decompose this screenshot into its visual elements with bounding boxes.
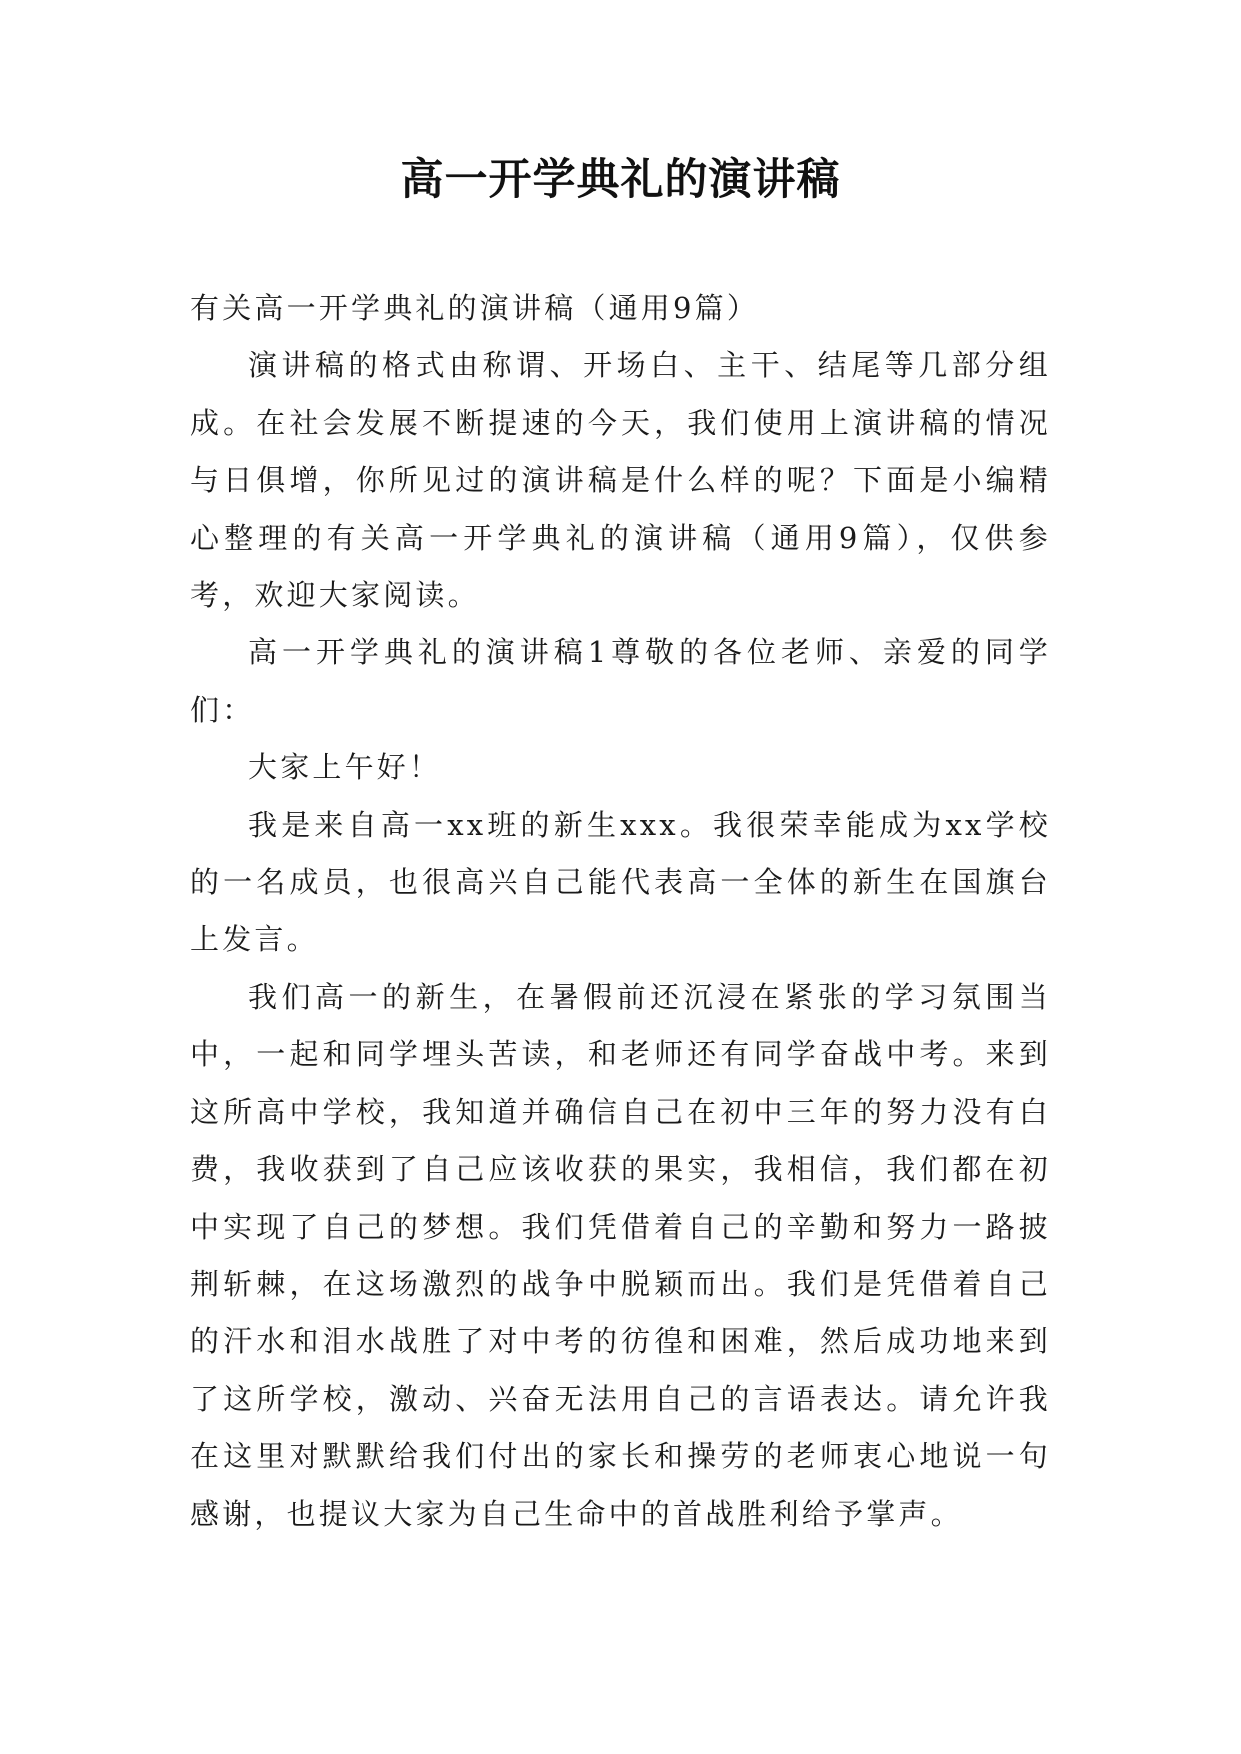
document-subtitle: 有关高一开学典礼的演讲稿（通用9篇） (190, 291, 760, 325)
paragraph-intro: 演讲稿的格式由称谓、开场白、主干、结尾等几部分组成。在社会发展不断提速的今天，我们使用上演讲稿的情况与日俱增，你所见过的演讲稿是什么样的呢？下面是小编精心整理的有关高一开学典礼的演讲稿（通用9篇），仅供参考，欢迎大家阅读。 (190, 348, 1051, 613)
paragraph-greeting: 大家上午好！ (248, 750, 442, 785)
paragraph-main: 我们高一的新生，在暑假前还沉浸在紧张的学习氛围当中，一起和同学埋头苦读，和老师还有同学奋战中考。来到这所高中学校，我知道并确信自己在初中三年的努力没有白费，我收获到了自己应该收获的果实，我相信，我们都在初中实现了自己的梦想。我们凭借着自己的辛勤和努力一路披荆斩棘，在这场激烈的战争中脱颖而出。我们是凭借着自己的汗水和泪水战胜了对中考的彷徨和困难，然后成功地来到了这所学校，激动、兴奋无法用自己的言语表达。请允许我在这里对默默给我们付出的家长和操劳的老师衷心地说一句感谢，也提议大家为自己生命中的首战胜利给予掌声。 (190, 979, 1051, 1531)
document-body (190, 280, 1051, 1543)
document-title: 高一开学典礼的演讲稿 (400, 155, 841, 205)
paragraph-self-introduction: 我是来自高一xx班的新生xxx。我很荣幸能成为xx学校的一名成员，也很高兴自己能代表高一全体的新生在国旗台上发言。 (190, 807, 1051, 957)
paragraph-salutation: 高一开学典礼的演讲稿1尊敬的各位老师、亲爱的同学们： (190, 635, 1051, 727)
